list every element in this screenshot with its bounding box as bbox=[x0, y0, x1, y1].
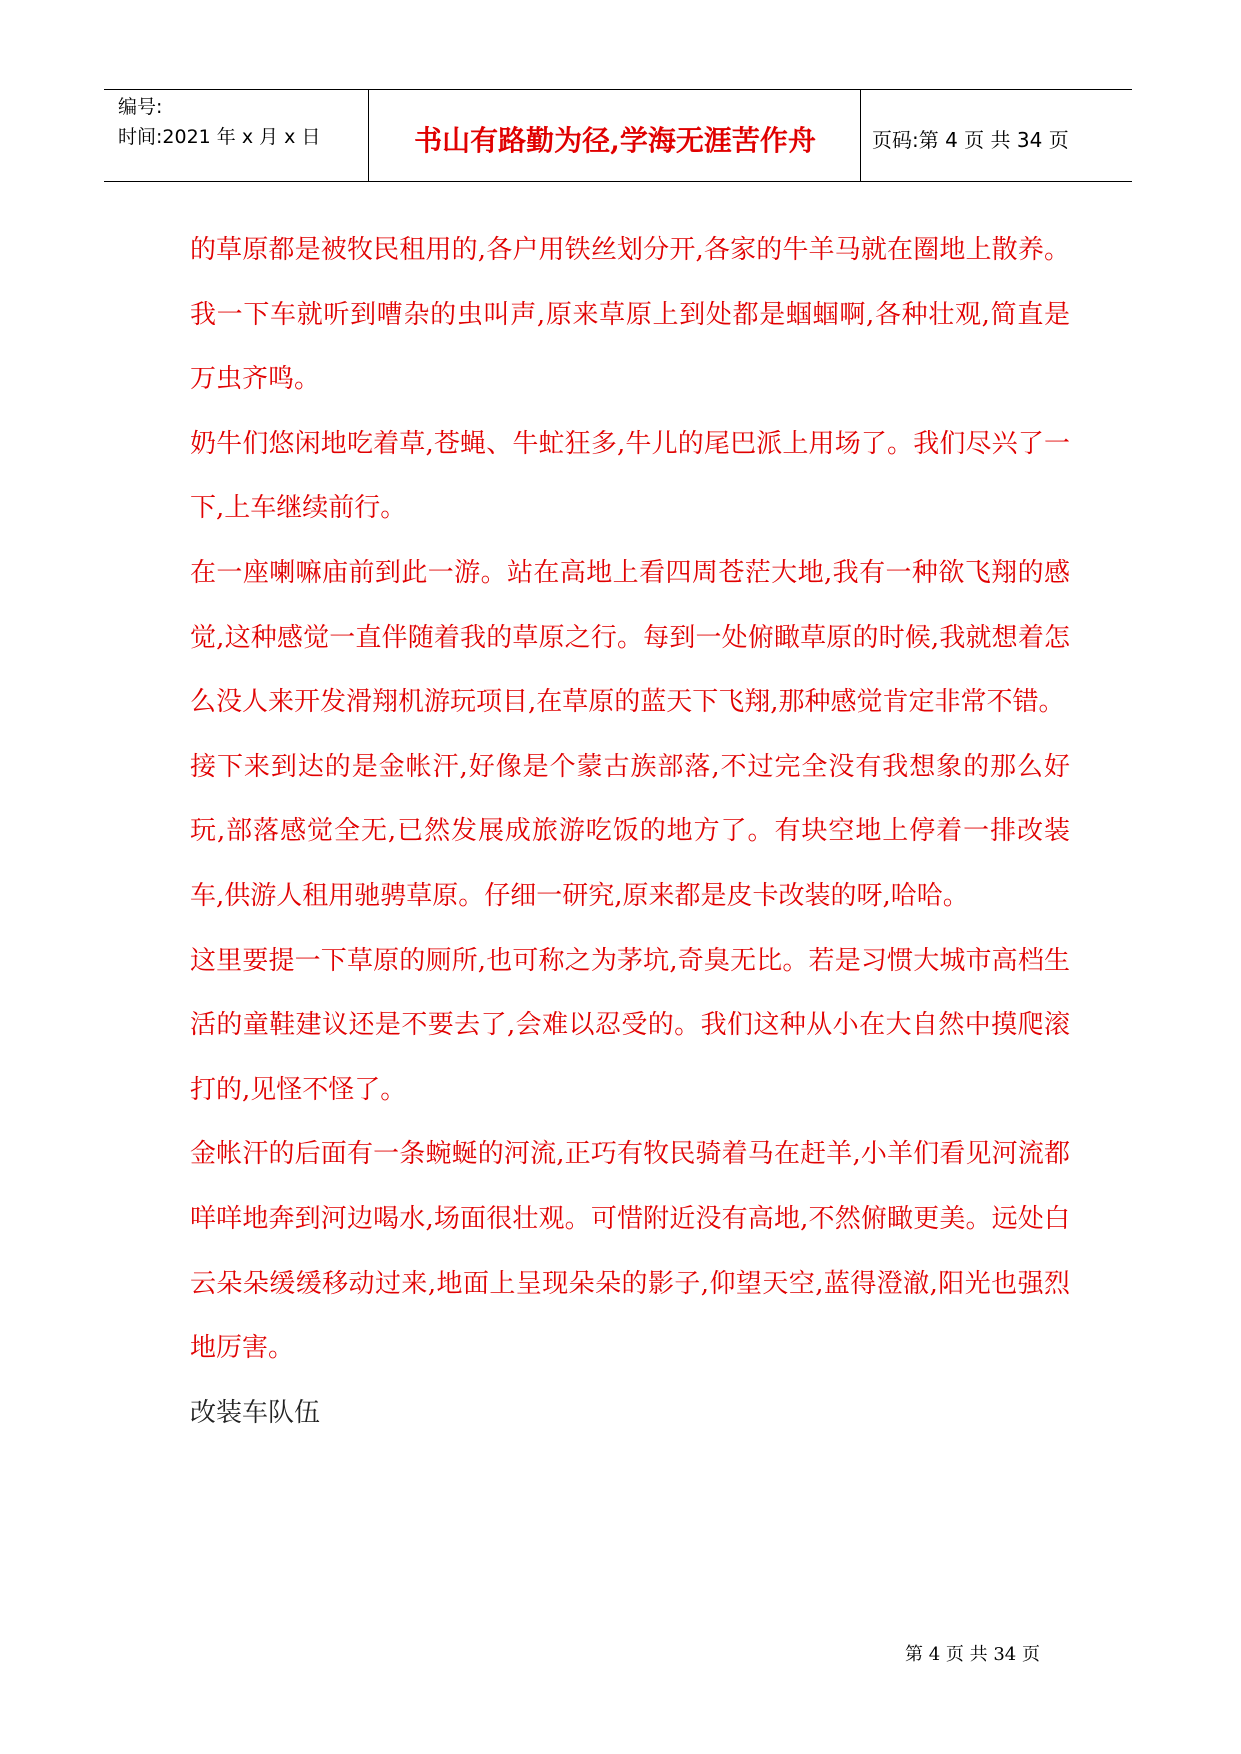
paragraph-1: 的草原都是被牧民租用的,各户用铁丝划分开,各家的牛羊马就在圈地上散养。我一下车就听到嘈杂的虫叫声,原来草原上到处都是蝈蝈啊,各种壮观,简直是万虫齐鸣。 bbox=[190, 235, 1070, 395]
header-page-info: 页码:第 4 页 共 34 页 bbox=[872, 128, 1069, 152]
photo-caption: 改装车队伍 bbox=[190, 1397, 321, 1428]
paragraph-2: 奶牛们悠闲地吃着草,苍蝇、牛虻狂多,牛儿的尾巴派上用场了。我们尽兴了一下,上车继续前行。 bbox=[190, 428, 1070, 524]
paragraph-4: 接下来到达的是金帐汗,好像是个蒙古族部落,不过完全没有我想象的那么好玩,部落感觉全无,已然发展成旅游吃饭的地方了。有块空地上停着一排改装车,供游人租用驰骋草原。仔细一研究,原来都是皮卡改装的呀,哈哈。 bbox=[190, 751, 1070, 911]
paragraph-5: 这里要提一下草原的厕所,也可称之为茅坑,奇臭无比。若是习惯大城市高档生活的童鞋建议还是不要去了,会难以忍受的。我们这种从小在大自然中摸爬滚打的,见怪不怪了。 bbox=[190, 945, 1071, 1105]
document-number-label: 编号: bbox=[118, 96, 163, 118]
paragraph-6: 金帐汗的后面有一条蜿蜒的河流,正巧有牧民骑着马在赶羊,小羊们看见河流都咩咩地奔到河边喝水,场面很壮观。可惜附近没有高地,不然俯瞰更美。远处白云朵朵缓缓移动过来,地面上呈现朵朵的影子,仰望天空,蓝得澄澈,阳光也强烈地厉害。 bbox=[190, 1139, 1070, 1364]
page-footer: 第 4 页 共 34 页 bbox=[905, 1644, 1040, 1665]
paragraph-3: 在一座喇嘛庙前到此一游。站在高地上看四周苍茫大地,我有一种欲飞翔的感觉,这种感觉一直伴随着我的草原之行。每到一处俯瞰草原的时候,我就想着怎么没人来开发滑翔机游玩项目,在草原的蓝天下飞翔,那种感觉肯定非常不错。 bbox=[190, 557, 1070, 718]
header-motto: 书山有路勤为径,学海无涯苦作舟 bbox=[414, 123, 816, 157]
document-time-label: 时间:2021 年 x 月 x 日 bbox=[118, 126, 321, 148]
header-divider-right bbox=[860, 90, 861, 181]
page-header bbox=[104, 89, 1132, 182]
document-body bbox=[190, 218, 1070, 1445]
header-divider-left bbox=[368, 90, 369, 181]
